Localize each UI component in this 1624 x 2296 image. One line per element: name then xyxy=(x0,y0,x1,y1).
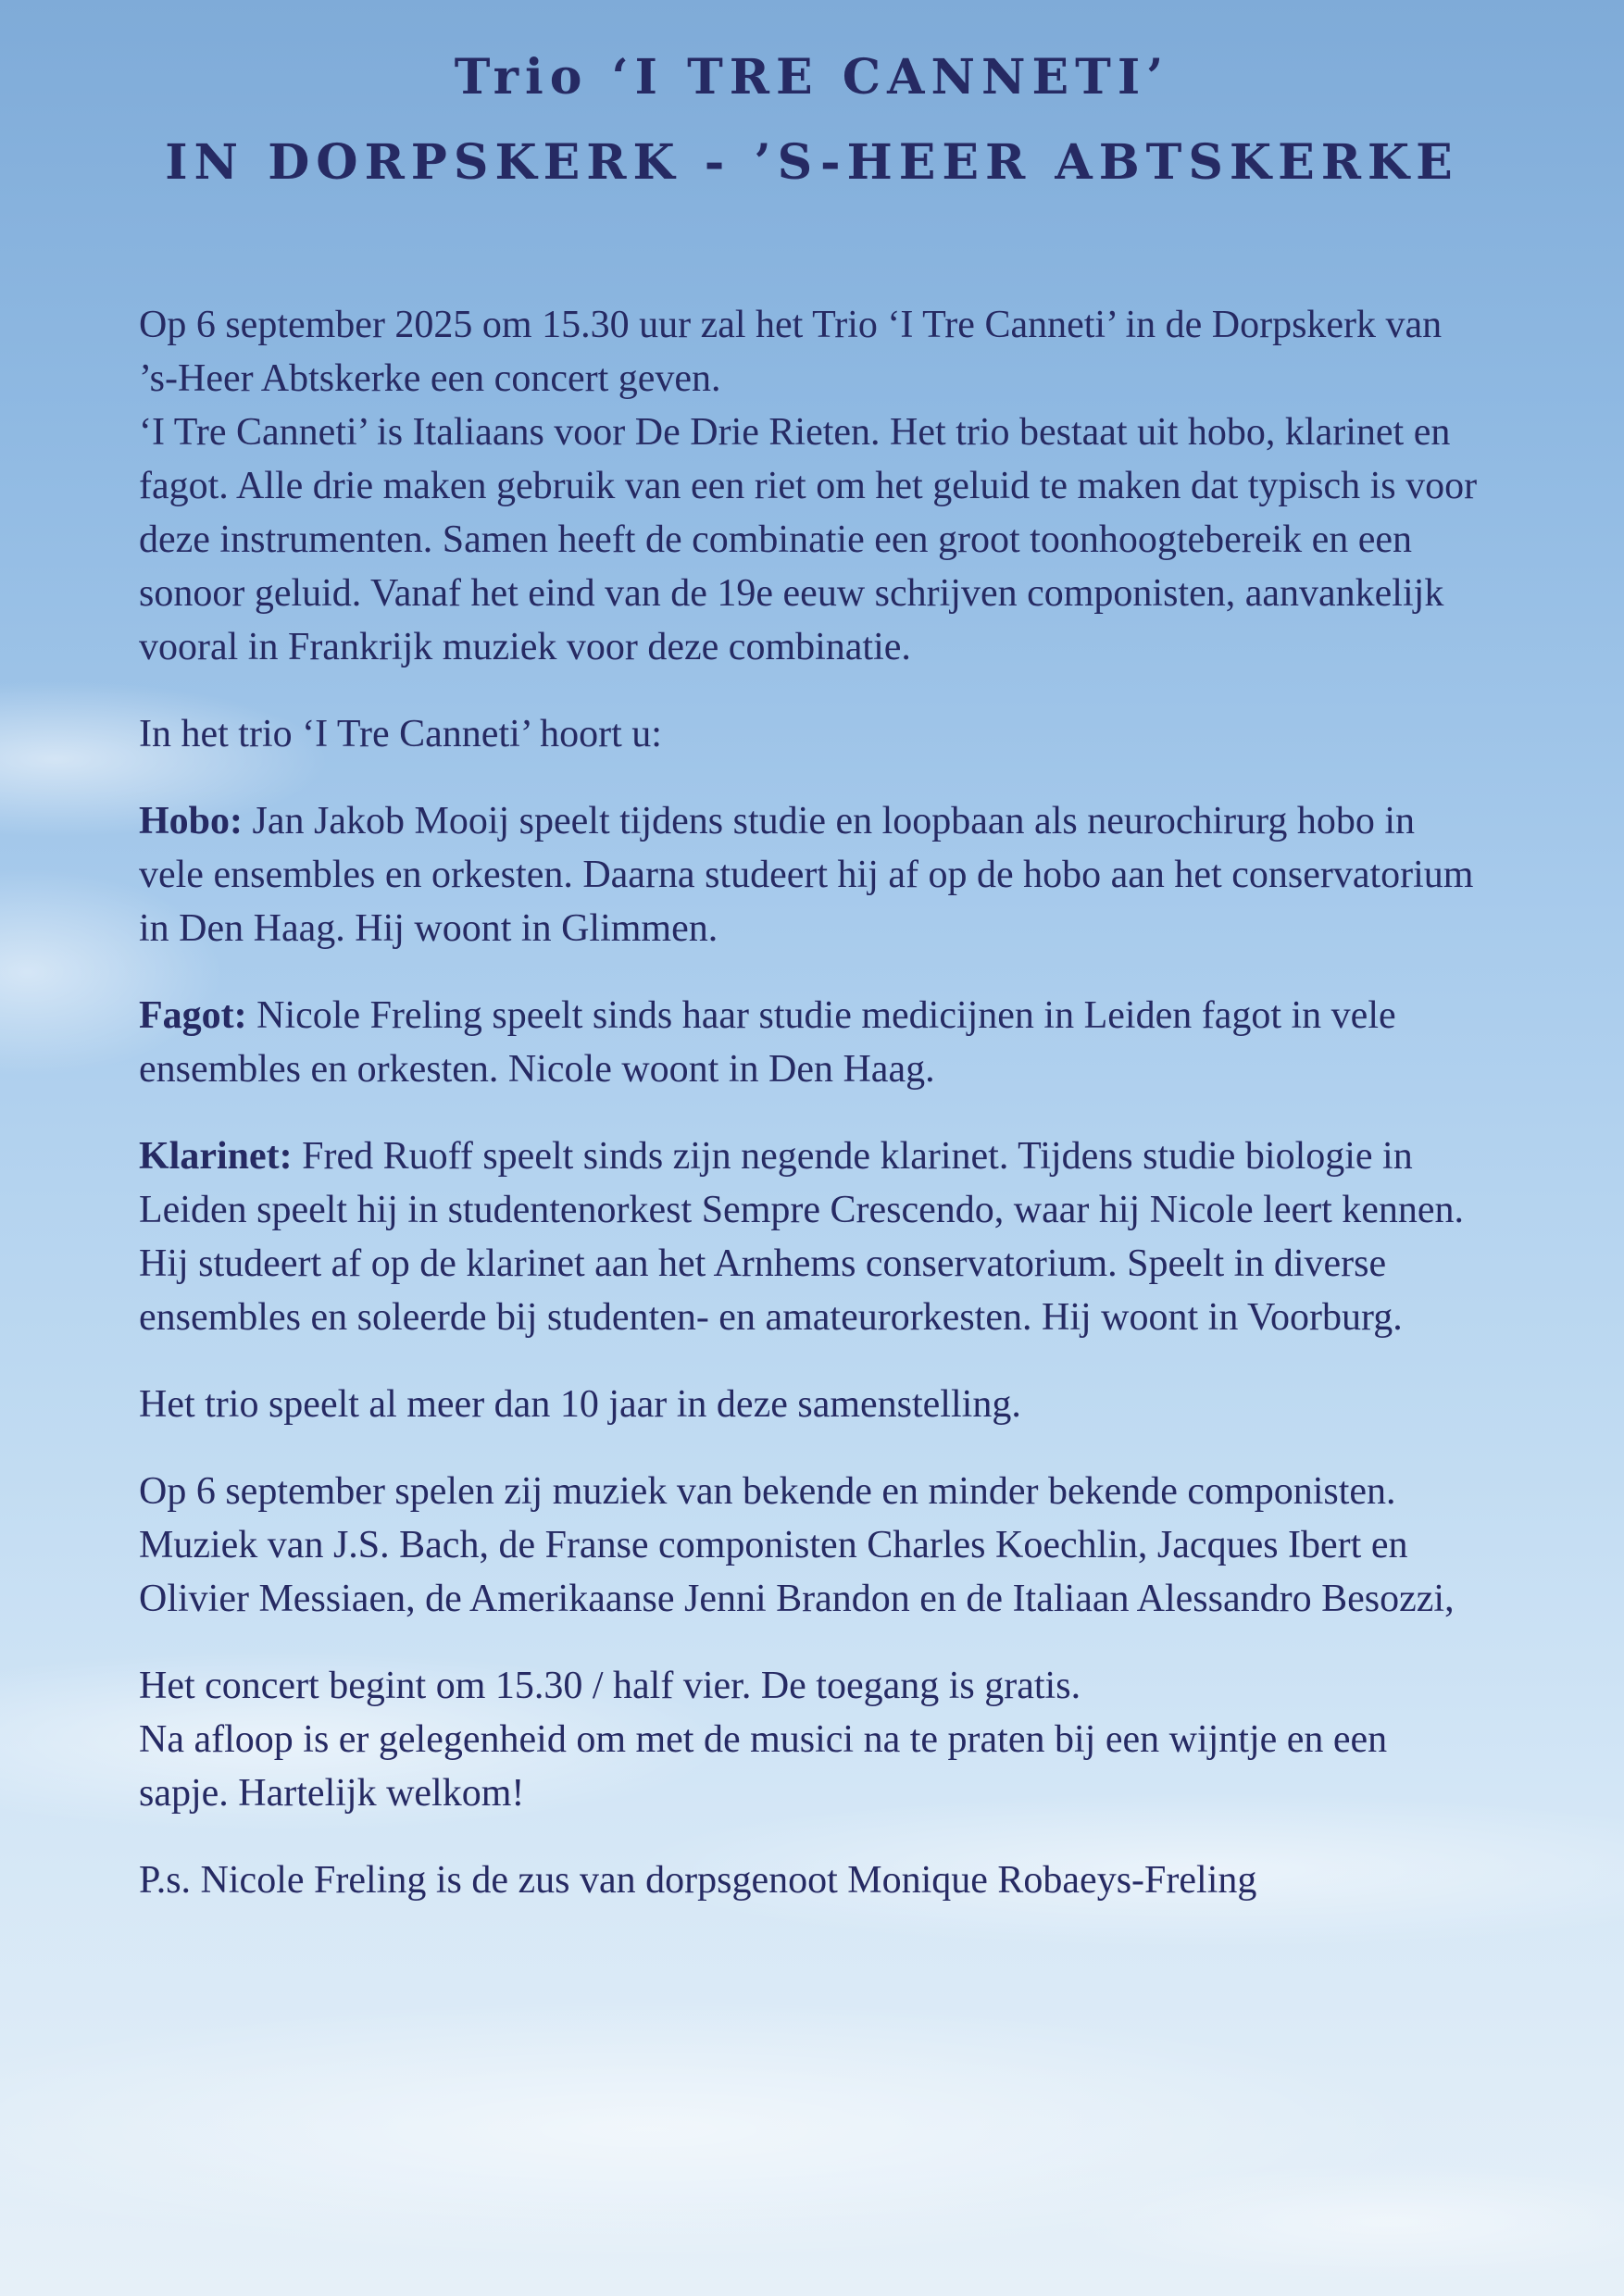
practical-info xyxy=(139,1659,1481,1820)
practical-line-1: Het concert begint om 15.30 / half vier. De toegang is gratis. xyxy=(139,1665,1081,1707)
title-line-1: Trio ‘I TRE CANNETI’ xyxy=(454,49,1170,106)
title-line-2: IN DORPSKERK - ’S-HEER ABTSKERKE xyxy=(165,134,1459,191)
program-paragraph: Op 6 september spelen zij muziek van bekende en minder bekende componisten. Muziek van J.S. Bach, de Franse componisten Charles Koechlin, Jacques Ibert en Olivier Messiaen, de Amerikaanse Jenni Brandon en de Italiaan Alessandro Besozzi, xyxy=(139,1470,1455,1620)
member-klarinet xyxy=(139,1129,1481,1344)
trio-note: Het trio speelt al meer dan 10 jaar in deze samenstelling. xyxy=(139,1383,1021,1426)
member-text-fagot: Nicole Freling speelt sinds haar studie medicijnen in Leiden fagot in vele ensembles en orkesten. Nicole woont in Den Haag. xyxy=(139,994,1396,1091)
poster-header xyxy=(0,41,1624,200)
member-text-klarinet: Fred Ruoff speelt sinds zijn negende klarinet. Tijdens studie biologie in Leiden speelt hij in studentenorkest Sempre Crescendo, waar hij Nicole leert kennen. Hij studeert af op de klarinet aan het Arnhems conservatorium. Speelt in diverse ensembles en soleerde bij studenten- en amateurorkesten. Hij woont in Voorburg. xyxy=(139,1135,1465,1339)
lead-in-text: In het trio ‘I Tre Canneti’ hoort u: xyxy=(139,713,662,755)
member-instrument-fagot: Fagot: xyxy=(139,994,247,1037)
member-instrument-hobo: Hobo: xyxy=(139,800,244,842)
poster-body xyxy=(139,298,1481,1940)
member-instrument-klarinet: Klarinet: xyxy=(139,1135,293,1178)
practical-line-2: Na afloop is er gelegenheid om met de musici na te praten bij een wijntje en een sapje. Hartelijk welkom! xyxy=(139,1718,1388,1815)
member-fagot xyxy=(139,989,1481,1096)
member-text-hobo: Jan Jakob Mooij speelt tijdens studie en loopbaan als neurochirurg hobo in vele ensembles en orkesten. Daarna studeert hij af op de hobo aan het conservatorium in Den Haag. Hij woont in Glimmen. xyxy=(139,800,1474,950)
intro-paragraph xyxy=(139,298,1481,674)
postscript: P.s. Nicole Freling is de zus van dorpsgenoot Monique Robaeys-Freling xyxy=(139,1859,1257,1902)
intro-line-1: Op 6 september 2025 om 15.30 uur zal het Trio ‘I Tre Canneti’ in de Dorpskerk van ’s-Heer Abtskerke een concert geven. xyxy=(139,304,1443,400)
member-hobo xyxy=(139,794,1481,955)
intro-line-2: ‘I Tre Canneti’ is Italiaans voor De Drie Rieten. Het trio bestaat uit hobo, klarinet en fagot. Alle drie maken gebruik van een riet om het geluid te maken dat typisch is voor deze instrumenten. Samen heeft de combinatie een groot toonhoogtebereik en een sonoor geluid. Vanaf het eind van de 19e eeuw schrijven componisten, aanvankelijk vooral in Frankrijk muziek voor deze combinatie. xyxy=(139,411,1478,668)
